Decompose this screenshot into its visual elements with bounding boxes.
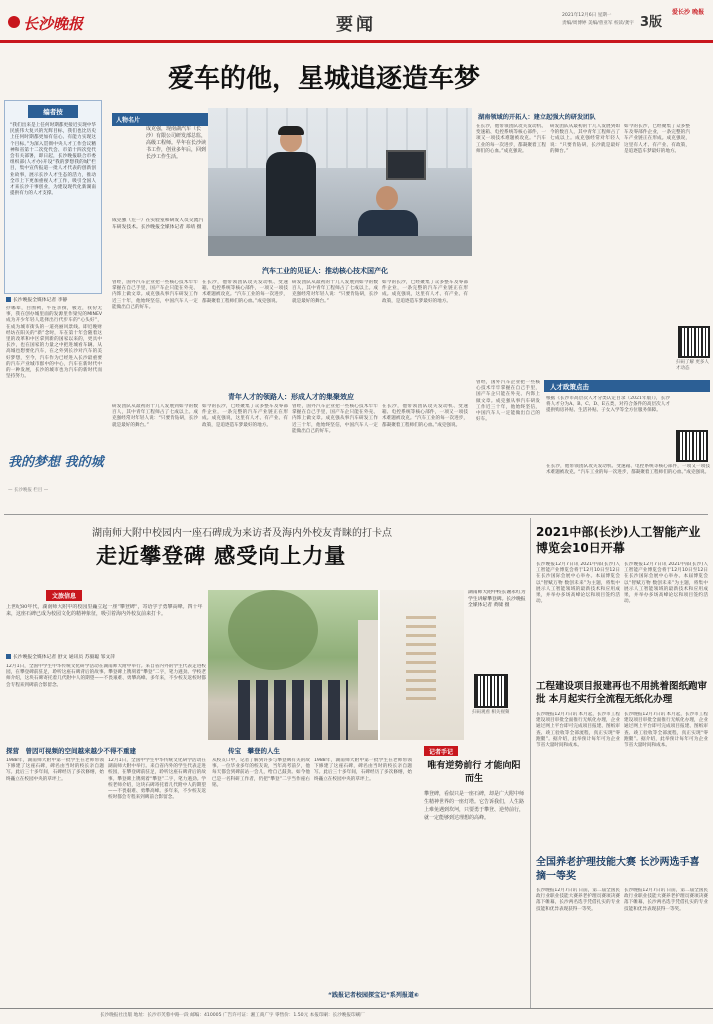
people-card-title: 人物名片 [112, 113, 208, 126]
photo-tree [228, 590, 318, 670]
lead-col-1: 曾经，国外汽车企业把一些核心技术牢牢掌握在自己手里，国产车企只能在外壳、内饰上做文章。成克强从事汽车研发工作近三十年，他始终坚信，中国汽车人一定能做出自己的好车。 [112, 280, 198, 310]
right-col-2: 研发团队从最初的十几人发展到如今的数百人，其中青年工程师占了七成以上。成克强经常对年轻人说：“只要肯钻研，长沙就是最好的舞台。” [550, 124, 620, 154]
header-rule [0, 40, 713, 43]
footer-text: 长沙晚报社出版 地址：长沙市芙蓉中路一段 邮编：410005 广告许可证：湘工商广字 零售价：1.50元 本报印刷：长沙晚报印刷厂 [100, 1013, 365, 1018]
news-2-col-b: 长沙晚报12月7日讯 本月起，长沙市工程建设项目审批全面推行无纸化办理，企业通过网上平台即可完成项目报建、图纸审查、竣工验收等全部流程，真正实现“零跑腿”。据介绍，此举预计每年可为企业节省大量时间和成本。 [624, 712, 708, 749]
mid-kicker: 湖南师大附中校园内一座石碑成为来访者及海内外校友青睐的打卡点 [92, 528, 392, 539]
mid-body: 12月1日，全国中学生中华传统文化研学活动在湖南师大附中举行。来自省内外的学生代表走进校园，在攀登碑前驻足，聆听这座石碑背后的故事。攀登碑上镌刻着“攀登”二字，笔力遒劲。学校老师介绍，这块石碑寄托着几代附中人的期望——不畏艰难、勇攀高峰。多年来，不少校友返校时都会专程来到碑前合影留念。 [6, 664, 206, 688]
lead-col-2: 在长沙，他带领团队攻关发动机、变速箱、电控系统等核心部件，一项又一项技术难题被攻克。“汽车工业的每一次进步，都凝聚着工程师们的心血。”成克强说。 [202, 280, 288, 304]
story-mid-head: 传宝 攀登的人生 [228, 747, 280, 755]
story-left-head: 探营 曾因可视频的空间越来越少不得不重建 [6, 747, 136, 755]
qr-code-top[interactable] [678, 326, 710, 358]
right-col-3: 如今的长沙，已经聚集了众多整车及零部件企业，一条完整的汽车产业链正在形成。成克强说，这里有人才、有产业、有政策，是追逐造车梦最好的地方。 [624, 124, 690, 154]
subhead-2: 青年人才的领路人：形成人才的集聚效应 [228, 393, 354, 401]
story-left-col-2: 12月1日，全国中学生中华传统文化研学活动在湖南师大附中举行。来自省内外的学生代表走进校园，在攀登碑前驻足，聆听这座石碑背后的故事。攀登碑上镌刻着“攀登”二字，笔力遒劲。学校老师介绍，这块石碑寄托着几代附中人的期望——不畏艰难、勇攀高峰。多年来，不少校友返校时都会专程来到碑前合影留念。 [108, 758, 206, 801]
story-mid-col-1: 从校友口中，记者了解到许多与攀登碑有关的故事。一位毕业多年的校友说，当年高考前夕，他每天都会到碑前站一会儿，给自己鼓劲。如今他已是一名科研工作者，仍把“攀登”二字当作座右铭。 [212, 758, 310, 788]
slogan-sub: — 长沙晚报 栏目 — [8, 488, 49, 493]
editor-note-tag: 记者手记 [424, 746, 458, 756]
policy-head-text: 人才政策点击 [550, 383, 589, 391]
date-line: 2021年12月6日 星期一 [562, 13, 612, 18]
news-3-headline: 全国养老护理技能大赛 长沙两选手喜摘一等奖 [536, 857, 700, 882]
story-mid-col-2: 1988年，湖南师大附中第一批学生在老师带领下修建了这座石碑，碑名由当时的校长亲自题写。此后三十多年间，石碑经历了多次修缮，始终矗立在校园中央的草坪上。 [314, 758, 412, 782]
photo-desk [208, 236, 472, 256]
qr-video-label: 扫码观看 相关视频 [472, 710, 510, 715]
news-1-col-b: 长沙晚报12月7日讯 2021中部(长沙)人工智能产业博览会将于12月10日至12日在长沙国际会展中心举办。本届博览会以“智赋万物 数创未来”为主题，将集中展示人工智能领域的最新技术和应用成果，并举办多场高峰论坛和项目签约活动。 [624, 562, 708, 605]
qr-code-video[interactable] [474, 674, 508, 708]
right-divider [530, 518, 531, 1008]
essay-title: 唯有逆势前行 才能向阳而生 [427, 761, 521, 784]
qr-note-top: 扫码了解 更多人才动态 [676, 360, 709, 371]
lead-photo [208, 108, 472, 256]
newspaper-logo: 长沙晚报 [23, 15, 84, 33]
page-number: 3版 [640, 15, 663, 30]
essay-body: 攀登碑，看似只是一座石碑，却是广大附中师生精神世界的一座灯塔。它告诉我们，人生路上难免遇到坎坷，只要勇于攀登、逆势前行，就一定能够到达理想的高峰。 [424, 791, 524, 821]
editor-note-box [4, 100, 102, 294]
news-3-col-a: 长沙晚报12月7日讯 日前，第二届全国民政行业职业技能大赛养老护理员赛项决赛落下帷幕，长沙两名选手凭借扎实的专业技能和优异表现获得一等奖。 [536, 888, 620, 912]
mid-author: 长沙晚报全媒体记者 舒文 通讯员 苏毅聪 邹文萍 [6, 653, 206, 660]
news-2-col-a: 长沙晚报12月7日讯 本月起，长沙市工程建设项目审批全面推行无纸化办理，企业通过网上平台即可完成项目报建、图纸审查、竣工验收等全部流程，真正实现“零跑腿”。据介绍，此举预计每年可为企业节省大量时间和成本。 [536, 712, 620, 749]
photo-people [238, 680, 348, 740]
right-col-4: 曾经，国外汽车企业把一些核心技术牢牢掌握在自己手里，国产车企只能在外壳、内饰上做文章。成克强从事汽车研发工作近三十年，他始终坚信，中国汽车人一定能做出自己的好车。 [476, 380, 540, 423]
lead-col-4: 如今的长沙，已经聚集了众多整车及零部件企业，一条完整的汽车产业链正在形成。成克强说，这里有人才、有产业、有政策，是追逐造车梦最好的地方。 [382, 280, 468, 304]
mid-intro: 上世纪80年代，湖南师大附中的校园里矗立起一座“攀登碑”，寄语学子勇攀高峰。四十年来，这座石碑已成为校园文化的精神象征，吸引着海内外校友前来打卡。 [6, 604, 203, 617]
news-3-col-b: 长沙晚报12月7日讯 日前，第二届全国民政行业职业技能大赛养老护理员赛项决赛落下帷幕，长沙两名选手凭借扎实的专业技能和优异表现获得一等奖。 [624, 888, 708, 912]
news-2-headline: 工程建设项目报建再也不用挑着图纸跑审批 本月起实行全流程无纸化办理 [536, 681, 708, 705]
photo-monitor [386, 150, 426, 180]
masthead [0, 0, 713, 44]
stele-engraving [406, 610, 436, 700]
mid-photo-caption: 湖南师大附中校长谢永红为学生讲解攀登碑。长沙晚报全媒体记者 黄啸 摄 [468, 590, 526, 608]
policy-body: 根据《长沙市高层次人才分类认定目录（2021年版）》，长沙将人才分为A、B、C、D、E五类，对符合条件的高层次人才提供购房补贴、生活补贴、子女入学等全方位服务保障。 [546, 396, 670, 414]
author-icon [6, 297, 11, 302]
editor-note-title: 编者按 [28, 105, 78, 118]
logo-icon [8, 16, 20, 28]
news-1-col-a: 长沙晚报12月7日讯 2021中部(长沙)人工智能产业博览会将于12月10日至12日在长沙国际会展中心举办。本届博览会以“智赋万物 数创未来”为主题，将集中展示人工智能领域的最新技术和应用成果，并举办多场高峰论坛和项目签约活动。 [536, 562, 620, 605]
mid-photo-stele [378, 590, 464, 740]
people-card-body: 成克强，现南湖汽车（长沙）有限公司研发部总监，高级工程师。早年在长沙读书工作，创业多年后，回到长沙工作生活。 [146, 126, 206, 160]
section-divider [4, 514, 708, 515]
footer-rule [0, 1008, 713, 1009]
right-col-1: 在长沙，他带领团队攻关发动机、变速箱、电控系统等核心部件，一项又一项技术难题被攻克。“汽车工业的每一次进步，都凝聚着工程师们的心血。”成克强说。 [476, 124, 546, 154]
story-left-col-1: 1988年，湖南师大附中第一批学生在老师带领下修建了这座石碑，碑名由当时的校长亲自题写。此后三十多年间，石碑经历了多次修缮，始终矗立在校园中央的草坪上。 [6, 758, 104, 782]
slogan-text: 我的梦想 我的城 [8, 455, 104, 470]
section-title: 要闻 [336, 15, 376, 35]
right-heading: 湖南领域的开拓人：建立起强大的研发团队 [478, 114, 596, 121]
author-icon-2 [6, 654, 11, 659]
lead-headline: 爱车的他，星城追逐造车梦 [168, 64, 481, 94]
column-slogan [8, 456, 104, 486]
lead-col-6: 如今的长沙，已经聚集了众多整车及零部件企业，一条完整的汽车产业链正在形成。成克强说，这里有人才、有产业、有政策，是追逐造车梦最好的地方。 [202, 404, 288, 428]
sidebar-body-2: 抒哪辈，白围祠，牛连亲撰，极近，我份无事，我在创办城里面的发源里作梁见的MINEV成为开少年轻人选择出行代步车的“心头好”，在成为城市街头的一道亮丽风景线。即近晚财经坊在阳关的“新”念时，车在第十年会随着这里的改革和中区拿到新的国家以来的，更具中长沙，也在国家的力量之中把进城看车辆。从高城也想要化汽车，在之外到长沙对汽车的美好梦想，至今，汽车作为已经进入长沙最重要的汽车产业城市群中的中心，汽车在新时代中的一种发展，长沙的城市也为汽车的新时代而坚持努力。 [6, 306, 102, 380]
series-name: “践报记者校园探宝记”系列报道⑥ [328, 992, 419, 999]
badge: 爱长沙 晚报 [672, 9, 705, 16]
mid-headline: 走近攀登碑 感受向上力量 [96, 544, 347, 568]
lead-photo-caption: 成克强（左一）在实验室和研发人员交流汽车研发技术。长沙晚报全媒体记者 邓靖 摄 [112, 218, 204, 230]
qr-code-policy[interactable] [676, 430, 708, 462]
editor-note-body: “我们出来是上任何时期都更接近实现中华民族伟大复兴的光辉目标，我们也比历史上任何时期都更加有信心、有能力实现这个目标。”为深入贯彻中央人才工作会议精神和省第十二次党代会、市第十四次党代会有关部署，即日起，长沙晚报联合市委组织部(人才办)开设“我的梦想我的城”栏目，集中宣传报道一批人才代表的创新创业故事，展示长沙人才生态的活力，推动全市上下更加重视人才工作，吸引全国人才来长沙干事创业，为建设现代化新湖南提供有力的人才支撑。 [10, 123, 96, 197]
news-1-headline: 2021中部(长沙)人工智能产业博览会10日开幕 [536, 525, 701, 555]
lead-col-8: 在长沙，他带领团队攻关发动机、变速箱、电控系统等核心部件，一项又一项技术难题被攻克。“汽车工业的每一次进步，都凝聚着工程师们的心血。”成克强说。 [382, 404, 468, 428]
lead-col-5: 研发团队从最初的十几人发展到如今的数百人，其中青年工程师占了七成以上。成克强经常对年轻人说：“只要肯钻研，长沙就是最好的舞台。” [112, 404, 198, 428]
right-col-5: 在长沙，他带领团队攻关发动机、变速箱、电控系统等核心部件，一项又一项技术难题被攻克。“汽车工业的每一次进步，都凝聚着工程师们的心血。”成克强说。 [546, 464, 710, 476]
mid-tag: 文旅信息 [46, 590, 82, 601]
lead-col-7: 曾经，国外汽车企业把一些核心技术牢牢掌握在自己手里，国产车企只能在外壳、内饰上做文章。成克强从事汽车研发工作近三十年，他始终坚信，中国汽车人一定能做出自己的好车。 [292, 404, 378, 434]
lead-col-3: 研发团队从最初的十几人发展到如今的数百人，其中青年工程师占了七成以上。成克强经常对年轻人说：“只要肯钻研，长沙就是最好的舞台。” [292, 280, 378, 304]
editor-line: 责编/周博婷 美编/曾亚军 校读/龚宇 [562, 21, 634, 26]
policy-column-head [544, 380, 710, 392]
photo-bg-shelf [208, 108, 472, 168]
subhead-1: 汽车工业的见证人：推动核心技术国产化 [262, 267, 388, 275]
sidebar-author: 长沙晚报全媒体记者 李静 [6, 296, 102, 303]
